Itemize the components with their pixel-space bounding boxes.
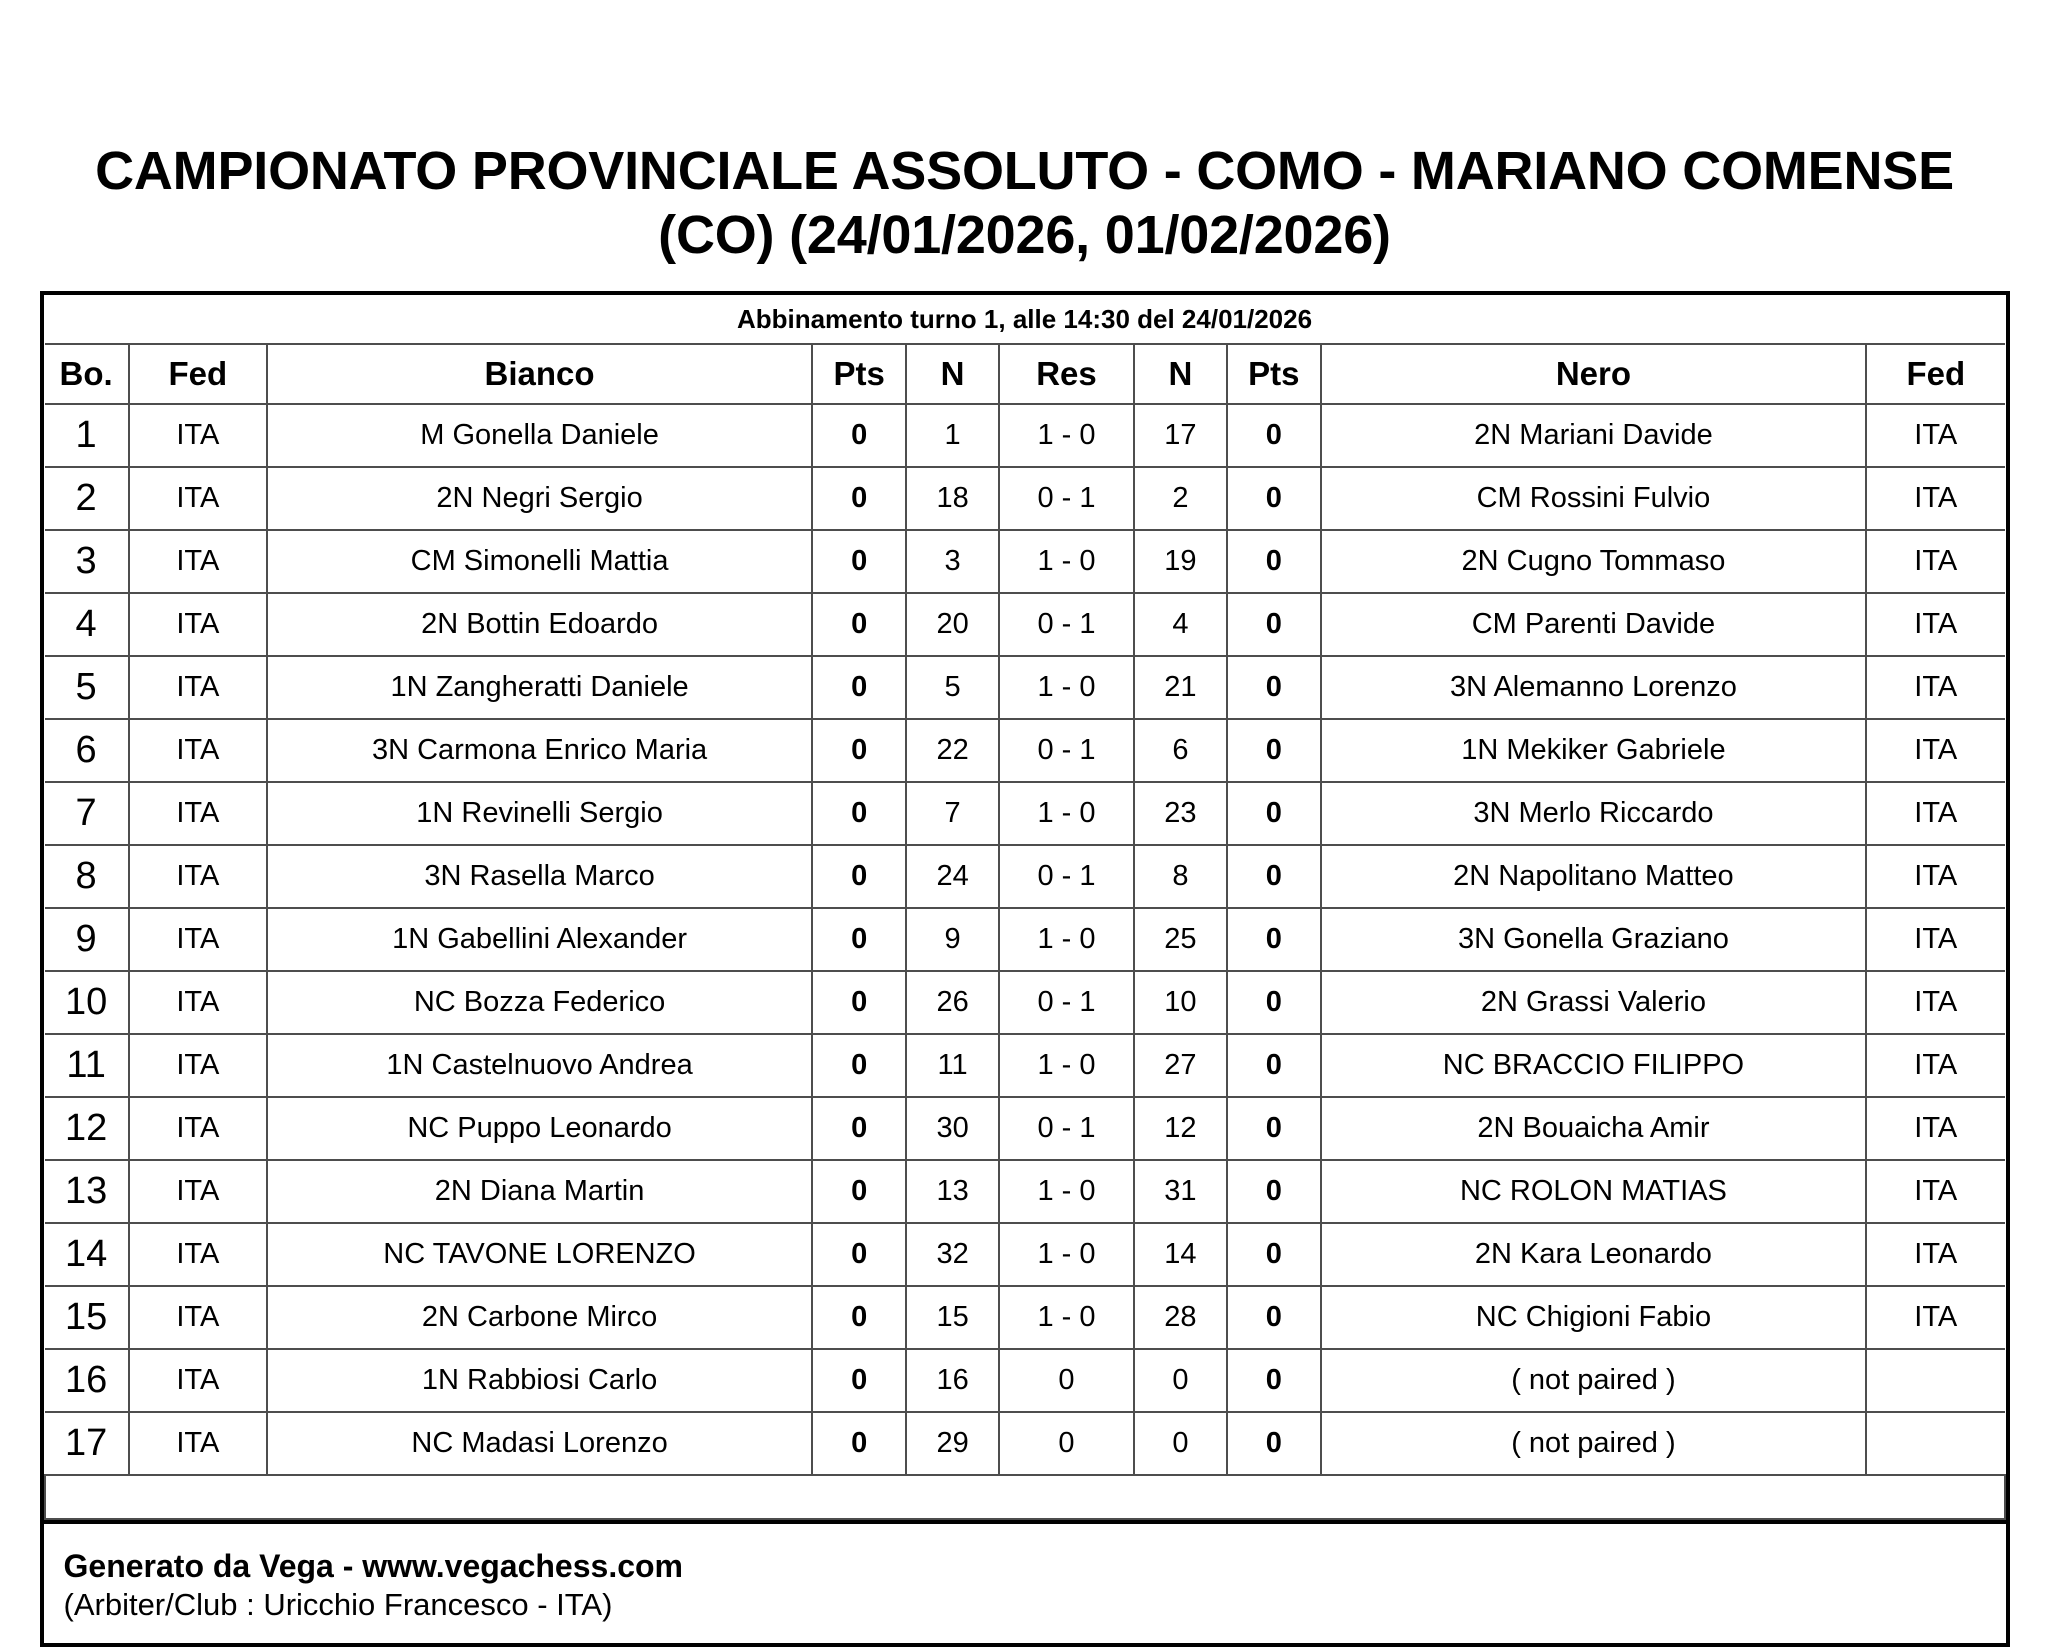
cell-fed-white: ITA xyxy=(129,971,267,1034)
cell-white: NC Bozza Federico xyxy=(267,971,812,1034)
column-header-board: Bo. xyxy=(45,344,129,404)
table-bottom-spacer xyxy=(45,1475,2005,1519)
column-header-result: Res xyxy=(999,344,1134,404)
cell-board: 9 xyxy=(45,908,129,971)
cell-pts-white: 0 xyxy=(812,782,906,845)
cell-black: NC BRACCIO FILIPPO xyxy=(1321,1034,1866,1097)
column-header-n-black: N xyxy=(1134,344,1227,404)
cell-fed-white: ITA xyxy=(129,467,267,530)
table-row xyxy=(45,971,2005,1034)
cell-fed-white: ITA xyxy=(129,530,267,593)
cell-pts-black: 0 xyxy=(1227,1223,1321,1286)
cell-board: 5 xyxy=(45,656,129,719)
cell-fed-white: ITA xyxy=(129,719,267,782)
cell-n-white: 32 xyxy=(906,1223,999,1286)
round-subtitle: Abbinamento turno 1, alle 14:30 del 24/01/2026 xyxy=(45,295,2005,344)
cell-n-black: 4 xyxy=(1134,593,1227,656)
cell-result: 1 - 0 xyxy=(999,1223,1134,1286)
page-title-line1: CAMPIONATO PROVINCIALE ASSOLUTO - COMO - MARIANO COMENSE xyxy=(95,141,1954,201)
cell-fed-black xyxy=(1866,1412,2004,1475)
cell-n-black: 14 xyxy=(1134,1223,1227,1286)
column-header-pts-white: Pts xyxy=(812,344,906,404)
cell-n-black: 8 xyxy=(1134,845,1227,908)
cell-pts-black: 0 xyxy=(1227,908,1321,971)
table-row xyxy=(45,1160,2005,1223)
cell-fed-black: ITA xyxy=(1866,1097,2004,1160)
cell-fed-white: ITA xyxy=(129,908,267,971)
cell-black: 2N Napolitano Matteo xyxy=(1321,845,1866,908)
cell-pts-black: 0 xyxy=(1227,467,1321,530)
cell-pts-white: 0 xyxy=(812,1223,906,1286)
column-header-n-white: N xyxy=(906,344,999,404)
cell-pts-black: 0 xyxy=(1227,1160,1321,1223)
cell-pts-white: 0 xyxy=(812,656,906,719)
cell-n-black: 31 xyxy=(1134,1160,1227,1223)
cell-board: 10 xyxy=(45,971,129,1034)
cell-n-white: 20 xyxy=(906,593,999,656)
cell-fed-white: ITA xyxy=(129,1160,267,1223)
cell-n-white: 7 xyxy=(906,782,999,845)
cell-fed-white: ITA xyxy=(129,1349,267,1412)
cell-board: 15 xyxy=(45,1286,129,1349)
cell-result: 0 xyxy=(999,1349,1134,1412)
cell-white: 1N Gabellini Alexander xyxy=(267,908,812,971)
cell-fed-white: ITA xyxy=(129,593,267,656)
cell-fed-black: ITA xyxy=(1866,1286,2004,1349)
table-row xyxy=(45,908,2005,971)
cell-result: 1 - 0 xyxy=(999,1286,1134,1349)
cell-fed-black: ITA xyxy=(1866,1160,2004,1223)
cell-white: 3N Carmona Enrico Maria xyxy=(267,719,812,782)
cell-pts-black: 0 xyxy=(1227,971,1321,1034)
cell-pts-white: 0 xyxy=(812,845,906,908)
cell-pts-black: 0 xyxy=(1227,404,1321,467)
cell-white: NC TAVONE LORENZO xyxy=(267,1223,812,1286)
cell-n-white: 16 xyxy=(906,1349,999,1412)
cell-white: 2N Carbone Mirco xyxy=(267,1286,812,1349)
table-row xyxy=(45,1034,2005,1097)
cell-white: NC Madasi Lorenzo xyxy=(267,1412,812,1475)
table-row xyxy=(45,719,2005,782)
cell-black: NC Chigioni Fabio xyxy=(1321,1286,1866,1349)
cell-fed-black: ITA xyxy=(1866,530,2004,593)
cell-board: 1 xyxy=(45,404,129,467)
cell-result: 0 xyxy=(999,1412,1134,1475)
footer-arbiter: (Arbiter/Club : Uricchio Francesco - ITA) xyxy=(63,1587,613,1623)
table-row xyxy=(45,845,2005,908)
table-header-row xyxy=(45,344,2005,404)
cell-board: 2 xyxy=(45,467,129,530)
cell-n-white: 3 xyxy=(906,530,999,593)
cell-result: 0 - 1 xyxy=(999,971,1134,1034)
cell-n-black: 2 xyxy=(1134,467,1227,530)
cell-pts-white: 0 xyxy=(812,593,906,656)
cell-n-black: 25 xyxy=(1134,908,1227,971)
cell-board: 11 xyxy=(45,1034,129,1097)
pairings-table-container xyxy=(40,291,2010,1524)
cell-pts-white: 0 xyxy=(812,908,906,971)
cell-result: 1 - 0 xyxy=(999,530,1134,593)
cell-n-black: 23 xyxy=(1134,782,1227,845)
cell-n-white: 5 xyxy=(906,656,999,719)
cell-board: 16 xyxy=(45,1349,129,1412)
round-subtitle-row xyxy=(45,295,2005,344)
table-row xyxy=(45,530,2005,593)
cell-fed-white: ITA xyxy=(129,1097,267,1160)
cell-black: CM Rossini Fulvio xyxy=(1321,467,1866,530)
cell-pts-white: 0 xyxy=(812,530,906,593)
cell-n-white: 13 xyxy=(906,1160,999,1223)
cell-fed-black: ITA xyxy=(1866,782,2004,845)
cell-fed-black: ITA xyxy=(1866,404,2004,467)
cell-board: 13 xyxy=(45,1160,129,1223)
cell-n-black: 21 xyxy=(1134,656,1227,719)
page-title-line2: (CO) (24/01/2026, 01/02/2026) xyxy=(658,204,1391,265)
cell-result: 1 - 0 xyxy=(999,404,1134,467)
cell-pts-black: 0 xyxy=(1227,1412,1321,1475)
cell-result: 1 - 0 xyxy=(999,656,1134,719)
cell-black: 2N Cugno Tommaso xyxy=(1321,530,1866,593)
cell-pts-black: 0 xyxy=(1227,782,1321,845)
cell-n-white: 30 xyxy=(906,1097,999,1160)
cell-n-white: 9 xyxy=(906,908,999,971)
cell-n-black: 0 xyxy=(1134,1412,1227,1475)
cell-fed-black: ITA xyxy=(1866,467,2004,530)
cell-result: 1 - 0 xyxy=(999,1160,1134,1223)
cell-n-white: 22 xyxy=(906,719,999,782)
cell-black: CM Parenti Davide xyxy=(1321,593,1866,656)
cell-black: 3N Alemanno Lorenzo xyxy=(1321,656,1866,719)
cell-board: 4 xyxy=(45,593,129,656)
cell-white: 3N Rasella Marco xyxy=(267,845,812,908)
cell-white: M Gonella Daniele xyxy=(267,404,812,467)
cell-fed-black: ITA xyxy=(1866,971,2004,1034)
page-title xyxy=(45,140,2005,267)
cell-pts-black: 0 xyxy=(1227,1097,1321,1160)
cell-pts-white: 0 xyxy=(812,1160,906,1223)
cell-pts-white: 0 xyxy=(812,1097,906,1160)
cell-pts-white: 0 xyxy=(812,1412,906,1475)
cell-n-black: 6 xyxy=(1134,719,1227,782)
table-bottom-spacer-cell xyxy=(45,1475,2005,1519)
cell-result: 0 - 1 xyxy=(999,1097,1134,1160)
cell-black: 3N Merlo Riccardo xyxy=(1321,782,1866,845)
cell-pts-white: 0 xyxy=(812,1034,906,1097)
cell-pts-black: 0 xyxy=(1227,845,1321,908)
table-row xyxy=(45,1349,2005,1412)
cell-pts-black: 0 xyxy=(1227,656,1321,719)
cell-pts-black: 0 xyxy=(1227,593,1321,656)
column-header-fed-black: Fed xyxy=(1866,344,2004,404)
cell-white: 1N Castelnuovo Andrea xyxy=(267,1034,812,1097)
cell-n-white: 24 xyxy=(906,845,999,908)
cell-fed-black: ITA xyxy=(1866,593,2004,656)
cell-result: 1 - 0 xyxy=(999,908,1134,971)
cell-pts-white: 0 xyxy=(812,1349,906,1412)
cell-result: 1 - 0 xyxy=(999,1034,1134,1097)
cell-n-black: 28 xyxy=(1134,1286,1227,1349)
pairings-table xyxy=(44,295,2006,1520)
cell-pts-white: 0 xyxy=(812,1286,906,1349)
cell-result: 1 - 0 xyxy=(999,782,1134,845)
cell-board: 12 xyxy=(45,1097,129,1160)
cell-board: 8 xyxy=(45,845,129,908)
table-row xyxy=(45,404,2005,467)
title-block xyxy=(0,0,2049,267)
cell-pts-black: 0 xyxy=(1227,1349,1321,1412)
cell-black: ( not paired ) xyxy=(1321,1349,1866,1412)
column-header-pts-black: Pts xyxy=(1227,344,1321,404)
cell-pts-black: 0 xyxy=(1227,530,1321,593)
table-row xyxy=(45,593,2005,656)
cell-white: NC Puppo Leonardo xyxy=(267,1097,812,1160)
table-row xyxy=(45,1286,2005,1349)
cell-n-white: 11 xyxy=(906,1034,999,1097)
cell-white: CM Simonelli Mattia xyxy=(267,530,812,593)
cell-fed-black: ITA xyxy=(1866,845,2004,908)
cell-n-black: 19 xyxy=(1134,530,1227,593)
cell-fed-white: ITA xyxy=(129,1223,267,1286)
cell-pts-black: 0 xyxy=(1227,719,1321,782)
footer-box xyxy=(40,1524,2010,1647)
cell-n-white: 26 xyxy=(906,971,999,1034)
cell-result: 0 - 1 xyxy=(999,593,1134,656)
cell-fed-black: ITA xyxy=(1866,656,2004,719)
cell-pts-white: 0 xyxy=(812,719,906,782)
cell-fed-white: ITA xyxy=(129,845,267,908)
column-header-black: Nero xyxy=(1321,344,1866,404)
cell-black: 2N Mariani Davide xyxy=(1321,404,1866,467)
cell-n-black: 0 xyxy=(1134,1349,1227,1412)
cell-n-white: 18 xyxy=(906,467,999,530)
cell-n-black: 10 xyxy=(1134,971,1227,1034)
cell-n-white: 29 xyxy=(906,1412,999,1475)
cell-fed-white: ITA xyxy=(129,1034,267,1097)
cell-black: ( not paired ) xyxy=(1321,1412,1866,1475)
cell-white: 2N Diana Martin xyxy=(267,1160,812,1223)
cell-fed-white: ITA xyxy=(129,782,267,845)
cell-black: 2N Kara Leonardo xyxy=(1321,1223,1866,1286)
cell-fed-white: ITA xyxy=(129,404,267,467)
cell-pts-black: 0 xyxy=(1227,1286,1321,1349)
cell-fed-black: ITA xyxy=(1866,1034,2004,1097)
cell-board: 6 xyxy=(45,719,129,782)
cell-n-white: 1 xyxy=(906,404,999,467)
cell-pts-white: 0 xyxy=(812,467,906,530)
cell-fed-white: ITA xyxy=(129,656,267,719)
column-header-white: Bianco xyxy=(267,344,812,404)
cell-white: 1N Zangheratti Daniele xyxy=(267,656,812,719)
cell-result: 0 - 1 xyxy=(999,845,1134,908)
cell-pts-white: 0 xyxy=(812,404,906,467)
table-row xyxy=(45,1097,2005,1160)
cell-fed-white: ITA xyxy=(129,1286,267,1349)
column-header-fed-white: Fed xyxy=(129,344,267,404)
cell-result: 0 - 1 xyxy=(999,719,1134,782)
cell-pts-white: 0 xyxy=(812,971,906,1034)
cell-white: 1N Rabbiosi Carlo xyxy=(267,1349,812,1412)
cell-result: 0 - 1 xyxy=(999,467,1134,530)
cell-board: 17 xyxy=(45,1412,129,1475)
table-row xyxy=(45,656,2005,719)
cell-n-black: 12 xyxy=(1134,1097,1227,1160)
cell-fed-white: ITA xyxy=(129,1412,267,1475)
cell-board: 3 xyxy=(45,530,129,593)
cell-pts-black: 0 xyxy=(1227,1034,1321,1097)
table-row xyxy=(45,1412,2005,1475)
cell-fed-black: ITA xyxy=(1866,908,2004,971)
footer-generator: Generato da Vega - www.vegachess.com xyxy=(63,1548,683,1585)
cell-fed-black: ITA xyxy=(1866,719,2004,782)
cell-board: 14 xyxy=(45,1223,129,1286)
cell-black: 2N Bouaicha Amir xyxy=(1321,1097,1866,1160)
cell-black: 1N Mekiker Gabriele xyxy=(1321,719,1866,782)
cell-fed-black: ITA xyxy=(1866,1223,2004,1286)
cell-n-black: 17 xyxy=(1134,404,1227,467)
cell-white: 1N Revinelli Sergio xyxy=(267,782,812,845)
table-row xyxy=(45,1223,2005,1286)
cell-black: 3N Gonella Graziano xyxy=(1321,908,1866,971)
cell-white: 2N Bottin Edoardo xyxy=(267,593,812,656)
table-row xyxy=(45,782,2005,845)
cell-fed-black xyxy=(1866,1349,2004,1412)
cell-n-white: 15 xyxy=(906,1286,999,1349)
cell-board: 7 xyxy=(45,782,129,845)
cell-n-black: 27 xyxy=(1134,1034,1227,1097)
cell-black: 2N Grassi Valerio xyxy=(1321,971,1866,1034)
cell-black: NC ROLON MATIAS xyxy=(1321,1160,1866,1223)
table-row xyxy=(45,467,2005,530)
cell-white: 2N Negri Sergio xyxy=(267,467,812,530)
